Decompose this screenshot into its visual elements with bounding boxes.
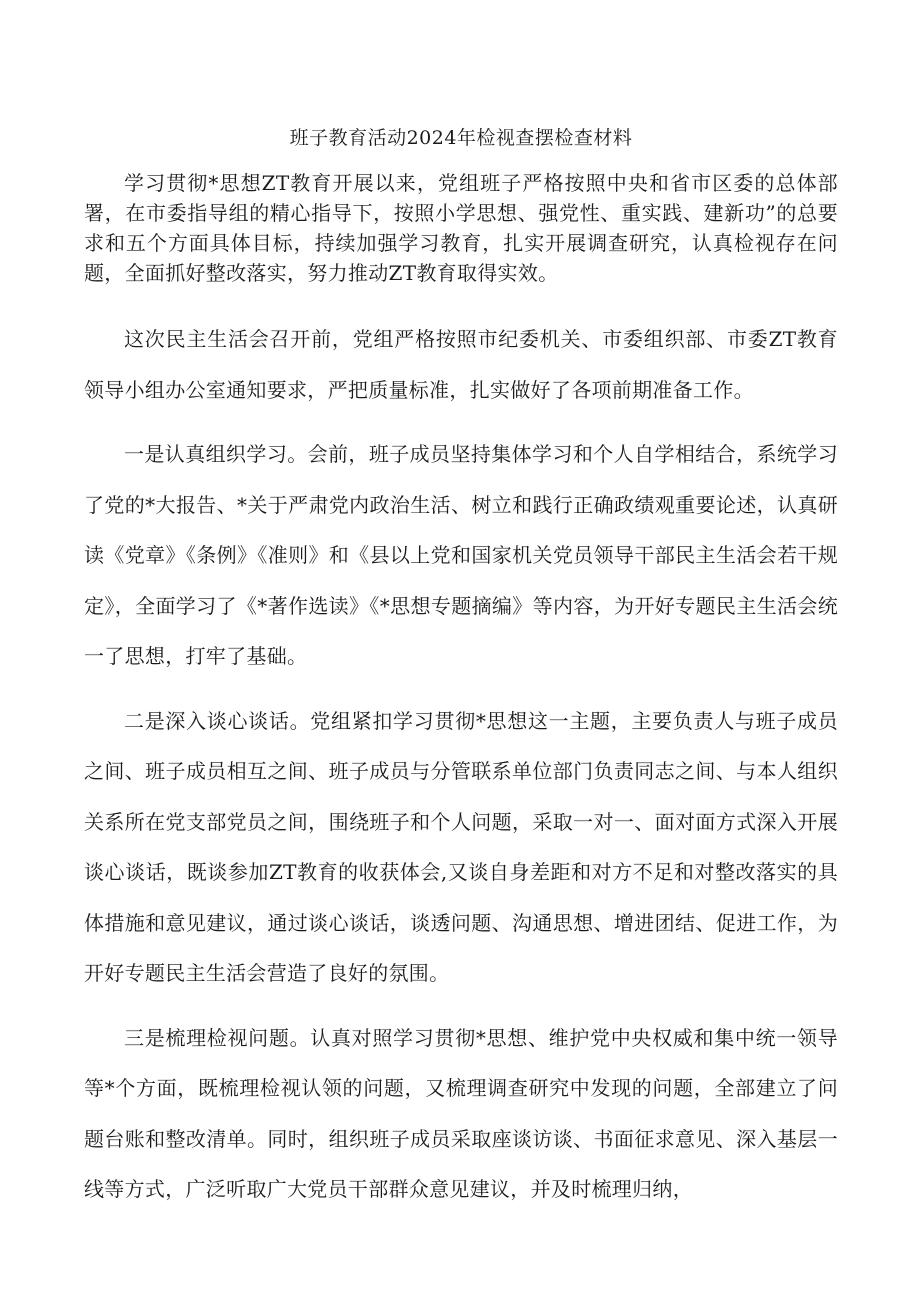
document-title: 班子教育活动2024年检视查摆检查材料 [289,127,633,149]
paragraph-study: 一是认真组织学习。会前，班子成员坚持集体学习和个人自学相结合，系统学习了党的*大报告、*关于严肃党内政治生活、树立和践行正确政绩观重要论述，认真研读《党章》《条例》《准则》和《县以上党和国家机关党员领导干部民主生活会若干规定》，全面学习了《*著作选读》《*思想专题摘编》等内容，为开好专题民主生活会统一了思想，打牢了基础。 [84,442,838,668]
paragraph-review: 三是梳理检视问题。认真对照学习贯彻*思想、维护党中央权威和集中统一领导等*个方面，既梳理检视认领的问题，又梳理调查研究中发现的问题，全部建立了问题台账和整改清单。同时，组织班子成员采取座谈访谈、书面征求意见、深入基层一线等方式，广泛听取广大党员干部群众意见建议，并及时梳理归纳， [84,1025,838,1201]
paragraph-preparation: 这次民主生活会召开前，党组严格按照市纪委机关、市委组织部、市委ZT教育领导小组办公室通知要求，严把质量标准，扎实做好了各项前期准备工作。 [84,327,838,402]
paragraph-intro: 学习贯彻*思想ZT教育开展以来，党组班子严格按照中央和省市区委的总体部署，在市委指导组的精心指导下，按照小学思想、强党性、重实践、建新功”的总要求和五个方面具体目标，持续加强学习教育，扎实开展调查研究，认真检视存在问题，全面抓好整改落实，努力推动ZT教育取得实效。 [84,171,838,285]
paragraph-talks: 二是深入谈心谈话。党组紧扣学习贯彻*思想这一主题，主要负责人与班子成员之间、班子成员相互之间、班子成员与分管联系单位部门负责同志之间、与本人组织关系所在党支部党员之间，围绕班子和个人问题，采取一对一、面对面方式深入开展谈心谈话，既谈参加ZT教育的收获体会,又谈自身差距和对方不足和对整改落实的具体措施和意见建议，通过谈心谈话，谈透问题、沟通思想、增进团结、促进工作，为开好专题民主生活会营造了良好的氛围。 [84,708,838,985]
